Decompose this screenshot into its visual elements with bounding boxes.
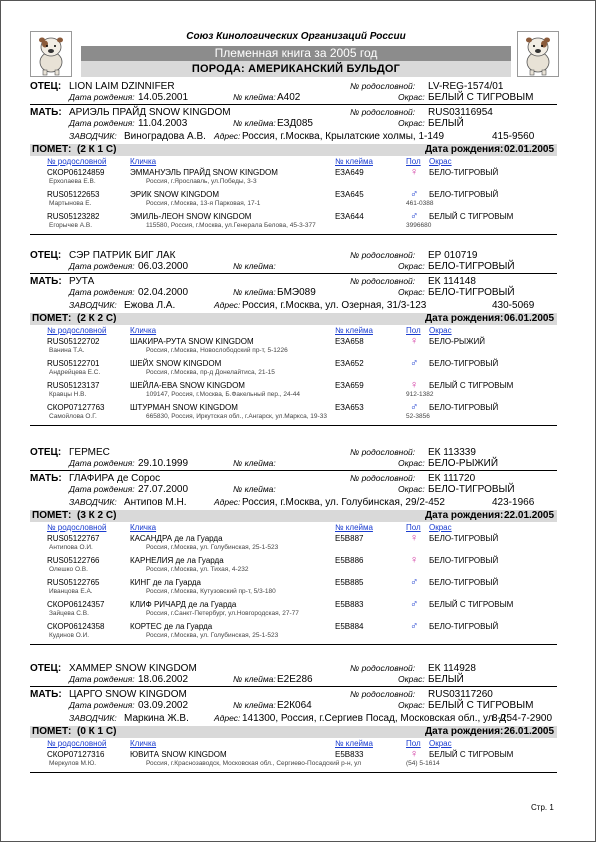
puppy-row <box>30 189 557 211</box>
mother-label: МАТЬ: <box>30 276 62 287</box>
father-color: БЕЛЫЙ <box>428 674 464 685</box>
birth-date-label: Дата рождения: <box>69 484 135 494</box>
puppy-row <box>30 555 557 577</box>
birth-date-label: Дата рождения: <box>69 458 135 468</box>
column-pedigree: № родословной <box>47 523 107 532</box>
litter-date: 06.01.2005 <box>504 313 555 324</box>
puppy-address: Россия, г.Санкт-Петербург, ул.Новгородская, 27-77 <box>146 610 299 617</box>
column-color: Окрас <box>429 739 452 748</box>
puppy-name: ЮВИТА SNOW KINGDOM <box>130 750 227 759</box>
mother-brand: ЕЗД085 <box>277 118 313 129</box>
female-symbol-icon: ♀ <box>410 532 419 544</box>
column-color: Окрас <box>429 523 452 532</box>
father-name: ГЕРМЕС <box>69 447 110 458</box>
column-pedigree: № родословной <box>47 739 107 748</box>
puppy-row <box>30 577 557 599</box>
puppy-brand: ЕЗА653 <box>335 403 364 412</box>
puppy-pedigree: СКОР06124358 <box>47 622 105 631</box>
mother-details-row <box>30 484 557 495</box>
litter-birth-label: Дата рождения: <box>425 313 504 324</box>
brand-label: № клейма: <box>233 92 276 102</box>
litter-end-line <box>30 425 557 426</box>
brand-label: № клейма: <box>233 287 276 297</box>
puppy-row <box>30 533 557 555</box>
column-color: Окрас <box>429 157 452 166</box>
bulldog-icon <box>517 31 559 77</box>
column-sex: Пол <box>406 157 421 166</box>
puppy-row <box>30 402 557 424</box>
breeder-row <box>30 131 557 142</box>
father-details-row <box>30 674 557 685</box>
puppy-address: Россия, г.Ярославль, ул.Победы, 3-3 <box>146 178 257 185</box>
mother-details-row <box>30 287 557 298</box>
breeder-name: Антипов М.Н. <box>124 497 187 508</box>
puppy-address: Россия, г.Москва, ул. Голубинская, 25-1-523 <box>146 544 279 551</box>
column-brand: № клейма <box>335 157 373 166</box>
puppy-color: БЕЛЫЙ С ТИГРОВЫМ <box>429 750 514 759</box>
puppy-pedigree: RUS05122653 <box>47 190 100 199</box>
breeder-address: Россия, г.Москва, ул. Озерная, 31/3-123 <box>242 300 427 311</box>
brand-label: № клейма: <box>233 484 276 494</box>
litter-birth-label: Дата рождения: <box>425 144 504 155</box>
litter-block <box>30 663 557 773</box>
mother-name: ГЛАФИРА де Сорос <box>69 473 161 484</box>
pedigree-label: № родословной: <box>350 473 416 483</box>
puppy-brand: ЕЗА645 <box>335 190 364 199</box>
birth-date-label: Дата рождения: <box>69 92 135 102</box>
male-symbol-icon: ♂ <box>410 576 419 588</box>
color-label: Окрас: <box>398 700 425 710</box>
father-label: ОТЕЦ: <box>30 81 62 92</box>
breeder-address: Россия, г.Москва, Крылатские холмы, 1-149 <box>242 131 445 142</box>
father-brand: Е2Е286 <box>277 674 313 685</box>
breeder-label: ЗАВОДЧИК: <box>69 497 117 507</box>
puppy-row <box>30 167 557 189</box>
puppy-name: ШЕЙЛА-ЕВА SNOW KINGDOM <box>130 381 245 390</box>
puppy-row <box>30 380 557 402</box>
puppy-name: ШАКИРА-РУТА SNOW KINGDOM <box>130 337 254 346</box>
color-label: Окрас: <box>398 674 425 684</box>
color-label: Окрас: <box>398 458 425 468</box>
puppy-brand: Е5В883 <box>335 600 364 609</box>
litter-date: 22.01.2005 <box>504 510 555 521</box>
puppy-address: Россия, г.Москва, пр-д Донелайтиса, 21-15 <box>146 369 275 376</box>
mother-label: МАТЬ: <box>30 689 62 700</box>
litter-end-line <box>30 234 557 235</box>
puppy-name: ЭМИЛЬ-ЛЕОН SNOW KINGDOM <box>130 212 252 221</box>
column-name: Кличка <box>130 523 157 532</box>
address-label: Адрес: <box>214 497 241 507</box>
breeder-phone: 423-1966 <box>492 497 535 508</box>
mother-details-row <box>30 700 557 711</box>
litter-label: ПОМЕТ: <box>32 313 72 324</box>
birth-date-label: Дата рождения: <box>69 674 135 684</box>
puppy-owner: Самойлова О.Г. <box>49 413 97 420</box>
puppy-phone: 912-1382 <box>406 391 434 398</box>
puppy-column-headers <box>30 156 557 167</box>
organization-name: Союз Кинологических Организаций России <box>186 31 406 42</box>
puppy-color: БЕЛО-ТИГРОВЫЙ <box>429 168 499 177</box>
female-symbol-icon: ♀ <box>410 166 419 178</box>
female-symbol-icon: ♀ <box>410 379 419 391</box>
pedigree-label: № родословной: <box>350 276 416 286</box>
color-label: Окрас: <box>398 92 425 102</box>
puppy-owner: Зайцева С.В. <box>49 610 89 617</box>
puppy-address: Россия, г.Москва, Кутузовский пр-т, 5/3-180 <box>146 588 276 595</box>
male-symbol-icon: ♂ <box>410 357 419 369</box>
birth-date-label: Дата рождения: <box>69 118 135 128</box>
puppy-pedigree: СКОР06124357 <box>47 600 105 609</box>
puppy-brand: ЕЗА649 <box>335 168 364 177</box>
mother-birth-date: 27.07.2000 <box>138 484 189 495</box>
litter-count: (3 К 2 С) <box>77 510 117 521</box>
mother-color: БЕЛО-ТИГРОВЫЙ <box>428 287 515 298</box>
mother-birth-date: 11.04.2003 <box>138 118 188 129</box>
puppy-address: Россия, г.Москва, ул. Тихая, 4-232 <box>146 566 249 573</box>
brand-label: № клейма: <box>233 118 276 128</box>
puppy-address: Россия, г.Краснозаводск, Московская обл., Сергиево-Посадский р-н, ул <box>146 760 362 767</box>
male-symbol-icon: ♂ <box>410 620 419 632</box>
puppy-owner: Егорычев А.В. <box>49 222 93 229</box>
puppy-brand: Е5В887 <box>335 534 364 543</box>
mother-pedigree: ЕК 111720 <box>428 473 476 484</box>
litter-label: ПОМЕТ: <box>32 726 72 737</box>
breeder-row <box>30 300 557 311</box>
puppy-color: БЕЛЫЙ С ТИГРОВЫМ <box>429 381 514 390</box>
bulldog-icon <box>30 31 72 77</box>
litter-date: 02.01.2005 <box>504 144 555 155</box>
color-label: Окрас: <box>398 484 425 494</box>
puppy-phone: 52-3856 <box>406 413 430 420</box>
puppy-pedigree: RUS05123282 <box>47 212 100 221</box>
puppy-owner: Кудинов О.И. <box>49 632 90 639</box>
puppy-column-headers <box>30 522 557 533</box>
litter-block <box>30 250 557 426</box>
puppy-phone: (54) 5-1614 <box>406 760 440 767</box>
litter-birth-label: Дата рождения: <box>425 510 504 521</box>
father-birth-date: 14.05.2001 <box>138 92 189 103</box>
puppy-brand: ЕЗА658 <box>335 337 364 346</box>
litter-header <box>30 144 557 156</box>
puppy-color: БЕЛО-РЫЖИЙ <box>429 337 486 346</box>
puppy-color: БЕЛЫЙ С ТИГРОВЫМ <box>429 600 514 609</box>
puppy-name: ШТУРМАН SNOW KINGDOM <box>130 403 238 412</box>
male-symbol-icon: ♂ <box>410 598 419 610</box>
mother-row <box>30 107 557 118</box>
mother-label: МАТЬ: <box>30 473 62 484</box>
puppy-color: БЕЛО-ТИГРОВЫЙ <box>429 622 499 631</box>
puppy-pedigree: СКОР06124859 <box>47 168 105 177</box>
puppy-row <box>30 621 557 643</box>
column-brand: № клейма <box>335 326 373 335</box>
litter-end-line <box>30 772 557 773</box>
column-color: Окрас <box>429 326 452 335</box>
puppy-name: КОРТЕС де ла Гуарда <box>130 622 213 631</box>
puppy-column-headers <box>30 738 557 749</box>
column-name: Кличка <box>130 157 157 166</box>
litter-block <box>30 447 557 645</box>
puppy-owner: Меркулов М.Ю. <box>49 760 97 767</box>
mother-row <box>30 473 557 484</box>
divider <box>30 686 557 687</box>
breeder-label: ЗАВОДЧИК: <box>69 131 117 141</box>
brand-label: № клейма: <box>233 458 276 468</box>
female-symbol-icon: ♀ <box>410 335 419 347</box>
father-brand: A402 <box>277 92 301 103</box>
divider <box>30 470 557 471</box>
color-label: Окрас: <box>398 287 425 297</box>
pedigree-label: № родословной: <box>350 689 416 699</box>
divider <box>30 273 557 274</box>
puppy-pedigree: СКОР07127763 <box>47 403 105 412</box>
litter-label: ПОМЕТ: <box>32 144 72 155</box>
breeder-row <box>30 713 557 724</box>
mother-birth-date: 02.04.2000 <box>138 287 189 298</box>
puppy-color: БЕЛО-ТИГРОВЫЙ <box>429 534 499 543</box>
column-brand: № клейма <box>335 739 373 748</box>
father-row <box>30 663 557 674</box>
litter-birth-label: Дата рождения: <box>425 726 504 737</box>
puppy-owner: Антипова О.И. <box>49 544 93 551</box>
puppy-column-headers <box>30 325 557 336</box>
color-label: Окрас: <box>398 118 425 128</box>
puppy-pedigree: RUS05122765 <box>47 578 100 587</box>
column-name: Кличка <box>130 326 157 335</box>
male-symbol-icon: ♂ <box>410 188 419 200</box>
litter-label: ПОМЕТ: <box>32 510 72 521</box>
father-color: БЕЛЫЙ С ТИГРОВЫМ <box>428 92 534 103</box>
litter-count: (2 К 1 С) <box>77 144 117 155</box>
male-symbol-icon: ♂ <box>410 210 419 222</box>
breeder-address: 141300, Россия, г.Сергиев Посад, Московская обл., ул. Д <box>242 713 506 724</box>
puppy-color: БЕЛО-ТИГРОВЫЙ <box>429 190 499 199</box>
column-sex: Пол <box>406 523 421 532</box>
father-details-row <box>30 261 557 272</box>
mother-row <box>30 689 557 700</box>
father-label: ОТЕЦ: <box>30 250 62 261</box>
breeder-name: Виноградова А.В. <box>124 131 206 142</box>
color-label: Окрас: <box>398 261 425 271</box>
puppy-pedigree: RUS05122701 <box>47 359 100 368</box>
puppy-brand: Е5В886 <box>335 556 364 565</box>
puppy-owner: Ерхолаева Е.В. <box>49 178 96 185</box>
birth-date-label: Дата рождения: <box>69 261 135 271</box>
brand-label: № клейма: <box>233 700 276 710</box>
column-sex: Пол <box>406 326 421 335</box>
puppy-name: КАРНЕЛИЯ де ла Гуарда <box>130 556 224 565</box>
mother-label: МАТЬ: <box>30 107 62 118</box>
mother-pedigree: RUS03117260 <box>428 689 493 700</box>
female-symbol-icon: ♀ <box>410 748 419 760</box>
mother-name: АРИЭЛЬ ПРАЙД SNOW KINGDOM <box>69 107 231 118</box>
breeder-phone: 430-5069 <box>492 300 535 311</box>
puppy-owner: Иванцова Е.А. <box>49 588 93 595</box>
father-row <box>30 81 557 92</box>
litter-count: (2 К 2 С) <box>77 313 117 324</box>
mother-pedigree: RUS03116954 <box>428 107 493 118</box>
pedigree-label: № родословной: <box>350 663 416 673</box>
breed-title: ПОРОДА: АМЕРИКАНСКИЙ БУЛЬДОГ <box>81 61 511 77</box>
mother-color: БЕЛО-ТИГРОВЫЙ <box>428 484 515 495</box>
puppy-row <box>30 749 557 771</box>
father-name: ХАММЕР SNOW KINGDOM <box>69 663 197 674</box>
puppy-color: БЕЛО-ТИГРОВЫЙ <box>429 403 499 412</box>
father-pedigree: LV-REG-1574/01 <box>428 81 504 92</box>
puppy-owner: Олешко О.В. <box>49 566 88 573</box>
pedigree-label: № родословной: <box>350 447 416 457</box>
litter-header <box>30 510 557 522</box>
litter-block <box>30 81 557 235</box>
puppy-address: 115580, Россия, г.Москва, ул.Генерала Белова, 45-3-377 <box>146 222 316 229</box>
mother-name: ЦАРГО SNOW KINGDOM <box>69 689 187 700</box>
puppy-owner: Андрейцева Е.С. <box>49 369 101 376</box>
puppy-brand: Е5В885 <box>335 578 364 587</box>
puppy-color: БЕЛЫЙ С ТИГРОВЫМ <box>429 212 514 221</box>
column-pedigree: № родословной <box>47 157 107 166</box>
puppy-color: БЕЛО-ТИГРОВЫЙ <box>429 578 499 587</box>
female-symbol-icon: ♀ <box>410 554 419 566</box>
litter-end-line <box>30 644 557 645</box>
puppy-brand: ЕЗА659 <box>335 381 364 390</box>
breeder-name: Ежова Л.А. <box>124 300 176 311</box>
mother-brand: БМЭ089 <box>277 287 316 298</box>
birth-date-label: Дата рождения: <box>69 700 135 710</box>
father-color: БЕЛО-ТИГРОВЫЙ <box>428 261 515 272</box>
pedigree-label: № родословной: <box>350 107 416 117</box>
puppy-color: БЕЛО-ТИГРОВЫЙ <box>429 556 499 565</box>
puppy-phone: 461-0388 <box>406 200 434 207</box>
father-birth-date: 18.06.2002 <box>138 674 189 685</box>
male-symbol-icon: ♂ <box>410 401 419 413</box>
father-name: LION LAIM DZINNIFER <box>69 81 175 92</box>
divider <box>30 104 557 105</box>
puppy-name: ЭММАНУЭЛЬ ПРАЙД SNOW KINGDOM <box>130 168 278 177</box>
father-row <box>30 250 557 261</box>
puppy-address: 665830, Россия, Иркутская обл., г.Ангарск, ул.Маркса, 19-33 <box>146 413 327 420</box>
litter-date: 26.01.2005 <box>504 726 555 737</box>
mother-color: БЕЛЫЙ <box>428 118 464 129</box>
breeder-phone: 415-9560 <box>492 131 535 142</box>
puppy-brand: Е5В884 <box>335 622 364 631</box>
puppy-brand: Е5В833 <box>335 750 364 759</box>
father-pedigree: ЕК 113339 <box>428 447 476 458</box>
breeder-row <box>30 497 557 508</box>
puppy-owner: Ванина Т.А. <box>49 347 85 354</box>
mother-details-row <box>30 118 557 129</box>
column-brand: № клейма <box>335 523 373 532</box>
mother-brand: Е2К064 <box>277 700 312 711</box>
father-birth-date: 06.03.2000 <box>138 261 189 272</box>
breeder-name: Маркина Ж.В. <box>124 713 189 724</box>
puppy-row <box>30 336 557 358</box>
father-row <box>30 447 557 458</box>
father-birth-date: 29.10.1999 <box>138 458 189 469</box>
column-pedigree: № родословной <box>47 326 107 335</box>
brand-label: № клейма: <box>233 674 276 684</box>
breeder-address: Россия, г.Москва, ул. Голубинская, 29/2-452 <box>242 497 445 508</box>
puppy-address: Россия, г.Москва, Новослободский пр-т, 5-1226 <box>146 347 288 354</box>
father-pedigree: ЕР 010719 <box>428 250 478 261</box>
puppy-pedigree: RUS05122767 <box>47 534 100 543</box>
father-details-row <box>30 458 557 469</box>
litter-header <box>30 313 557 325</box>
puppy-address: Россия, г.Москва, ул. Голубинская, 25-1-523 <box>146 632 279 639</box>
father-details-row <box>30 92 557 103</box>
birth-date-label: Дата рождения: <box>69 287 135 297</box>
address-label: Адрес: <box>214 300 241 310</box>
father-label: ОТЕЦ: <box>30 447 62 458</box>
puppy-phone: 3996680 <box>406 222 432 229</box>
mother-row <box>30 276 557 287</box>
mother-color: БЕЛЫЙ С ТИГРОВЫМ <box>428 700 534 711</box>
mother-name: РУТА <box>69 276 95 287</box>
puppy-name: КЛИФ РИЧАРД де ла Гуарда <box>130 600 237 609</box>
puppy-name: КИНГ де ла Гуарда <box>130 578 201 587</box>
puppy-brand: ЕЗА644 <box>335 212 364 221</box>
litter-header <box>30 726 557 738</box>
breeder-label: ЗАВОДЧИК: <box>69 300 117 310</box>
address-label: Адрес: <box>214 131 241 141</box>
page-number: Стр. 1 <box>531 803 554 812</box>
puppy-brand: ЕЗА652 <box>335 359 364 368</box>
father-name: СЭР ПАТРИК БИГ ЛАК <box>69 250 176 261</box>
breeder-label: ЗАВОДЧИК: <box>69 713 117 723</box>
litter-count: (0 К 1 С) <box>77 726 117 737</box>
father-pedigree: ЕК 114928 <box>428 663 476 674</box>
puppy-name: ЭРИК SNOW KINGDOM <box>130 190 220 199</box>
puppy-pedigree: RUS05122766 <box>47 556 100 565</box>
puppy-name: ШЕЙХ SNOW KINGDOM <box>130 359 222 368</box>
pedigree-label: № родословной: <box>350 250 416 260</box>
father-label: ОТЕЦ: <box>30 663 62 674</box>
puppy-name: КАСАНДРА де ла Гуарда <box>130 534 223 543</box>
puppy-address: 109147, Россия, г.Москва, Б.Факельный пер., 24-44 <box>146 391 301 398</box>
puppy-row <box>30 358 557 380</box>
puppy-owner: Мартынова Е. <box>49 200 92 207</box>
pedigree-label: № родословной: <box>350 81 416 91</box>
puppy-pedigree: RUS05123137 <box>47 381 100 390</box>
breeder-phone: 8-254-7-2900 <box>492 713 553 724</box>
book-title: Племенная книга за 2005 год <box>81 46 511 61</box>
column-name: Кличка <box>130 739 157 748</box>
mother-pedigree: ЕК 114148 <box>428 276 476 287</box>
puppy-address: Россия, г.Москва, 13-я Парковая, 17-1 <box>146 200 261 207</box>
brand-label: № клейма: <box>233 261 276 271</box>
puppy-pedigree: СКОР07127316 <box>47 750 105 759</box>
address-label: Адрес: <box>214 713 241 723</box>
puppy-pedigree: RUS05122702 <box>47 337 100 346</box>
column-sex: Пол <box>406 739 421 748</box>
puppy-row <box>30 211 557 233</box>
puppy-color: БЕЛО-ТИГРОВЫЙ <box>429 359 499 368</box>
puppy-owner: Кравцы Н.В. <box>49 391 87 398</box>
puppy-row <box>30 599 557 621</box>
mother-birth-date: 03.09.2002 <box>138 700 189 711</box>
father-color: БЕЛО-РЫЖИЙ <box>428 458 499 469</box>
